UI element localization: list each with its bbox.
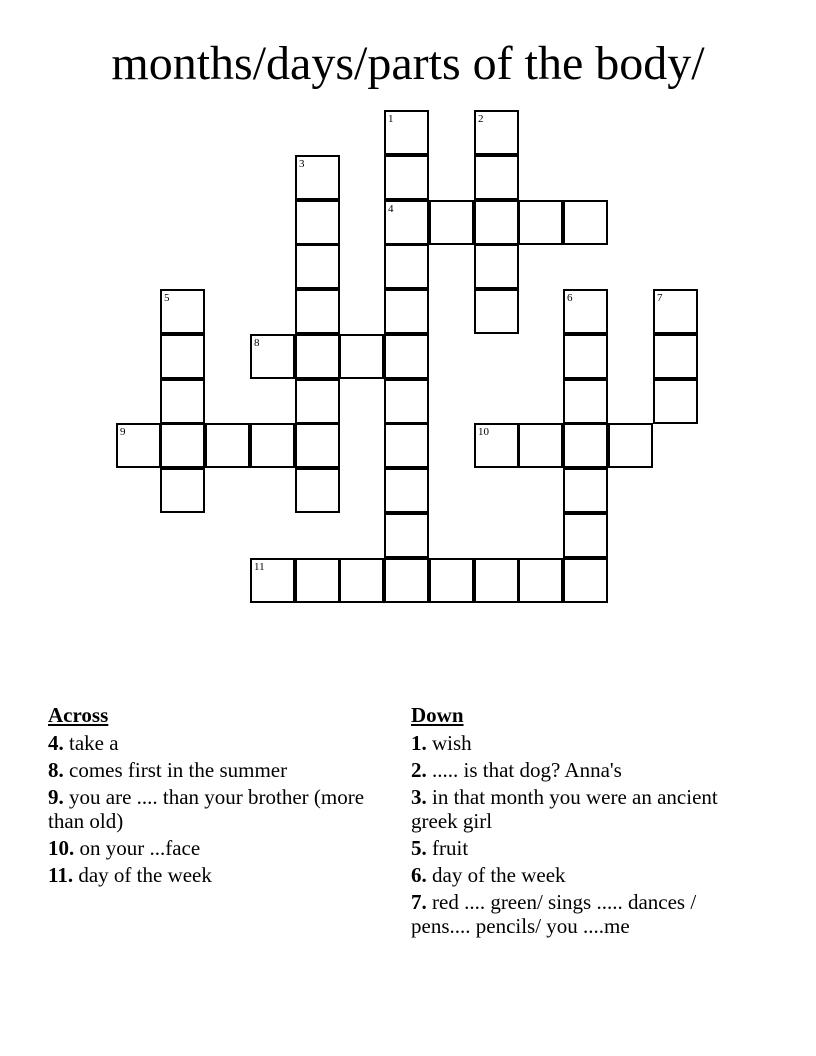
across-heading: Across: [48, 703, 109, 727]
clue-down-5: [411, 836, 741, 860]
clue-text: ..... is that dog? Anna's: [432, 758, 622, 782]
clue-across-10: [48, 836, 378, 860]
clue-text: on your ...face: [79, 836, 201, 860]
clue-text: comes first in the summer: [69, 758, 288, 782]
crossword-cell[interactable]: [295, 200, 340, 245]
clue-number: 4.: [48, 731, 64, 755]
crossword-cell[interactable]: [160, 379, 205, 424]
crossword-cell[interactable]: [474, 244, 519, 289]
clue-across-9: [48, 785, 378, 833]
crossword-cell[interactable]: [608, 423, 653, 468]
crossword-cell[interactable]: [474, 200, 519, 245]
crossword-cell[interactable]: [384, 423, 429, 468]
crossword-cell[interactable]: [518, 200, 563, 245]
clue-down-2: [411, 758, 741, 782]
clue-number: 11.: [48, 863, 74, 887]
clue-number-label: 1: [388, 113, 394, 125]
crossword-cell[interactable]: [295, 244, 340, 289]
crossword-cell[interactable]: [563, 468, 608, 513]
clue-number: 3.: [411, 785, 427, 809]
clue-text: red .... green/ sings ..... dances / pens.... pencils/ you ....me: [411, 890, 697, 938]
crossword-cell[interactable]: [384, 155, 429, 200]
clue-text: you are .... than your brother (more than old): [48, 785, 365, 833]
clue-across-4: [48, 731, 378, 755]
crossword-cell[interactable]: [474, 558, 519, 603]
clue-down-1: [411, 731, 741, 755]
crossword-cell[interactable]: [384, 289, 429, 334]
crossword-cell[interactable]: [429, 558, 474, 603]
crossword-cell[interactable]: [384, 558, 429, 603]
crossword-cell[interactable]: [653, 289, 698, 334]
crossword-cell[interactable]: [384, 334, 429, 379]
crossword-cell[interactable]: [384, 110, 429, 155]
clue-number: 7.: [411, 890, 427, 914]
crossword-cell[interactable]: [384, 244, 429, 289]
crossword-cell[interactable]: [653, 379, 698, 424]
clue-number-label: 6: [567, 292, 573, 304]
crossword-cell[interactable]: [474, 110, 519, 155]
clue-text: day of the week: [432, 863, 566, 887]
clue-across-8: [48, 758, 378, 782]
clue-number: 1.: [411, 731, 427, 755]
clue-number: 5.: [411, 836, 427, 860]
crossword-cell[interactable]: [250, 423, 295, 468]
crossword-cell[interactable]: [295, 289, 340, 334]
clue-number: 8.: [48, 758, 64, 782]
clue-number: 10.: [48, 836, 75, 860]
down-clues: [411, 703, 741, 941]
clue-number-label: 11: [254, 561, 265, 573]
clue-number: 9.: [48, 785, 64, 809]
clue-number-label: 10: [478, 426, 489, 438]
crossword-cell[interactable]: [160, 423, 205, 468]
crossword-cell[interactable]: [339, 334, 384, 379]
crossword-cell[interactable]: [518, 423, 563, 468]
crossword-cell[interactable]: [205, 423, 250, 468]
crossword-cell[interactable]: [160, 334, 205, 379]
crossword-cell[interactable]: [653, 334, 698, 379]
clue-text: day of the week: [78, 863, 212, 887]
clue-number-label: 3: [299, 158, 305, 170]
crossword-cell[interactable]: [295, 423, 340, 468]
crossword-cell[interactable]: [116, 423, 161, 468]
crossword-cell[interactable]: [563, 334, 608, 379]
clue-number-label: 9: [120, 426, 126, 438]
crossword-cell[interactable]: [160, 289, 205, 334]
crossword-cell[interactable]: [250, 334, 295, 379]
crossword-cell[interactable]: [563, 423, 608, 468]
crossword-cell[interactable]: [384, 513, 429, 558]
crossword-cell[interactable]: [295, 379, 340, 424]
crossword-cell[interactable]: [295, 334, 340, 379]
crossword-cell[interactable]: [563, 558, 608, 603]
clue-text: wish: [432, 731, 472, 755]
clue-number-label: 8: [254, 337, 260, 349]
clue-across-11: [48, 863, 378, 887]
crossword-cell[interactable]: [474, 423, 519, 468]
across-clues: [48, 703, 378, 890]
crossword-cell[interactable]: [384, 200, 429, 245]
page-title: months/days/parts of the body/: [111, 37, 705, 90]
crossword-cell[interactable]: [295, 468, 340, 513]
clue-number: 6.: [411, 863, 427, 887]
crossword-cell[interactable]: [518, 558, 563, 603]
crossword-cell[interactable]: [474, 155, 519, 200]
clue-number: 2.: [411, 758, 427, 782]
clue-down-7: [411, 890, 741, 938]
crossword-cell[interactable]: [384, 379, 429, 424]
clue-text: in that month you were an ancient greek girl: [411, 785, 718, 833]
clue-text: fruit: [432, 836, 469, 860]
clue-number-label: 4: [388, 203, 394, 215]
crossword-cell[interactable]: [563, 289, 608, 334]
crossword-cell[interactable]: [474, 289, 519, 334]
clue-down-6: [411, 863, 741, 887]
crossword-cell[interactable]: [563, 513, 608, 558]
crossword-cell[interactable]: [295, 155, 340, 200]
clue-number-label: 2: [478, 113, 484, 125]
clue-down-3: [411, 785, 741, 833]
crossword-cell[interactable]: [563, 200, 608, 245]
crossword-cell[interactable]: [384, 468, 429, 513]
crossword-cell[interactable]: [295, 558, 340, 603]
down-heading: Down: [411, 703, 464, 727]
crossword-cell[interactable]: [160, 468, 205, 513]
clue-number-label: 7: [657, 292, 663, 304]
clue-text: take a: [69, 731, 119, 755]
crossword-cell[interactable]: [339, 558, 384, 603]
crossword-cell[interactable]: [563, 379, 608, 424]
crossword-cell[interactable]: [250, 558, 295, 603]
crossword-cell[interactable]: [429, 200, 474, 245]
clue-number-label: 5: [164, 292, 170, 304]
